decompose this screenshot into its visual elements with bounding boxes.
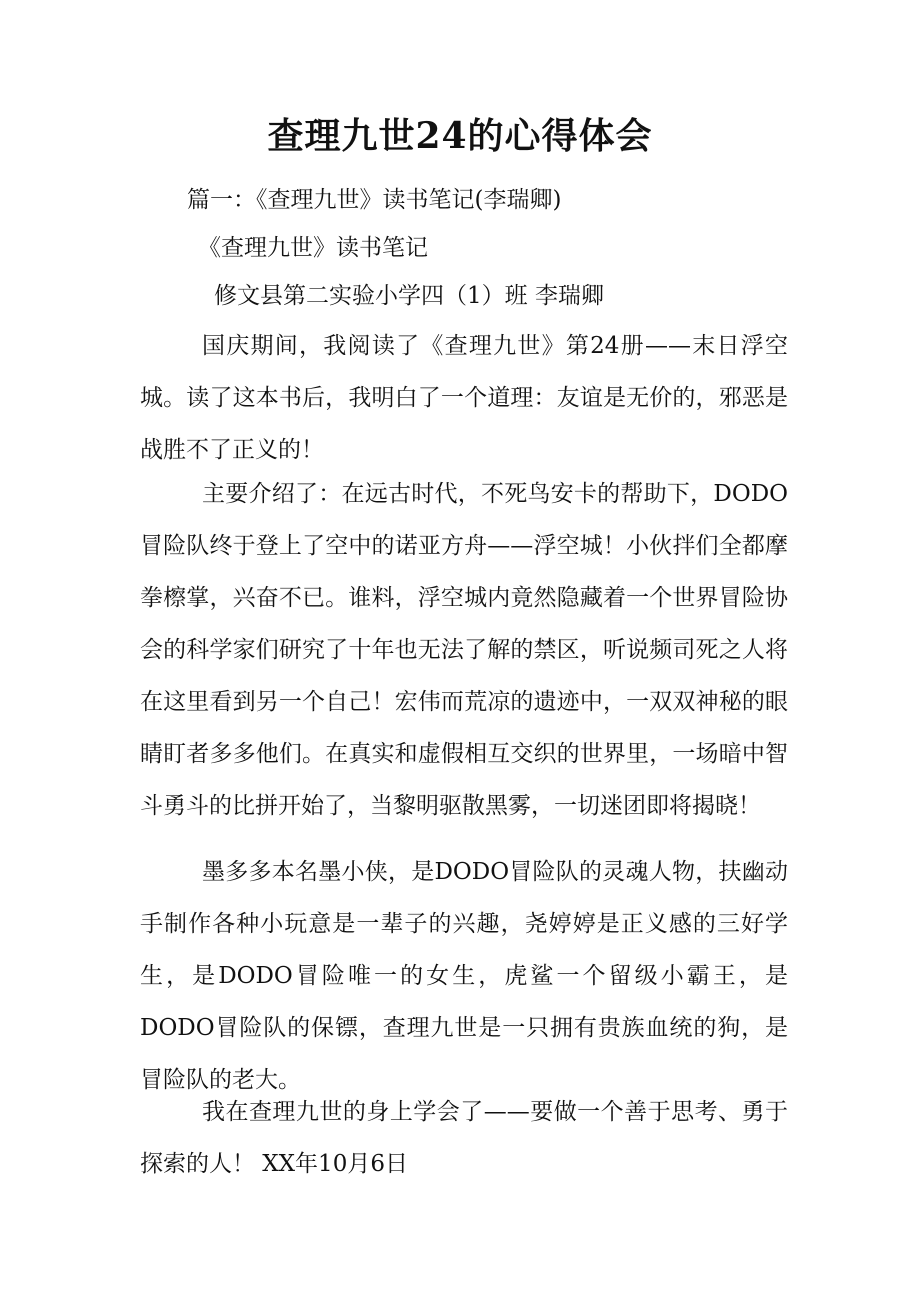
document-title: 查理九世24的心得体会	[267, 115, 653, 157]
paragraph-3: 墨多多本名墨小侠，是DODO冒险队的灵魂人物，扶幽动手制作各种小玩意是一辈子的兴趣，尧婷婷是正义感的三好学生，是DODO冒险唯一的女生，虎鲨一个留级小霸王，是DODO冒险队的保镖，查理九世是一只拥有贵族血统的狗，是冒险队的老大。	[140, 859, 788, 1093]
subheading: 《查理九世》读书笔记	[198, 235, 428, 261]
author-line: 修文县第二实验小学四（1）班 李瑞卿	[214, 283, 604, 309]
section-heading: 篇一：《查理九世》读书笔记(李瑞卿)	[187, 187, 562, 213]
paragraph-2: 主要介绍了：在远古时代，不死鸟安卡的帮助下，DODO冒险队终于登上了空中的诺亚方舟——浮空城！小伙拌们全都摩拳檫掌，兴奋不已。谁料，浮空城内竟然隐藏着一个世界冒险协会的科学家们研究了十年也无法了解的禁区，听说频司死之人将在这里看到另一个自己！宏伟而荒凉的遗迹中，一双双神秘的眼睛盯者多多他们。在真实和虚假相互交织的世界里，一场暗中智斗勇斗的比拼开始了，当黎明驱散黑雾，一切迷团即将揭晓！	[140, 481, 788, 819]
paragraph-4: 我在查理九世的身上学会了——要做一个善于思考、勇于探索的人！ XX年10月6日	[140, 1099, 788, 1177]
paragraph-1: 国庆期间，我阅读了《查理九世》第24册——末日浮空城。读了这本书后，我明白了一个道理：友谊是无价的，邪恶是战胜不了正义的！	[140, 333, 788, 463]
